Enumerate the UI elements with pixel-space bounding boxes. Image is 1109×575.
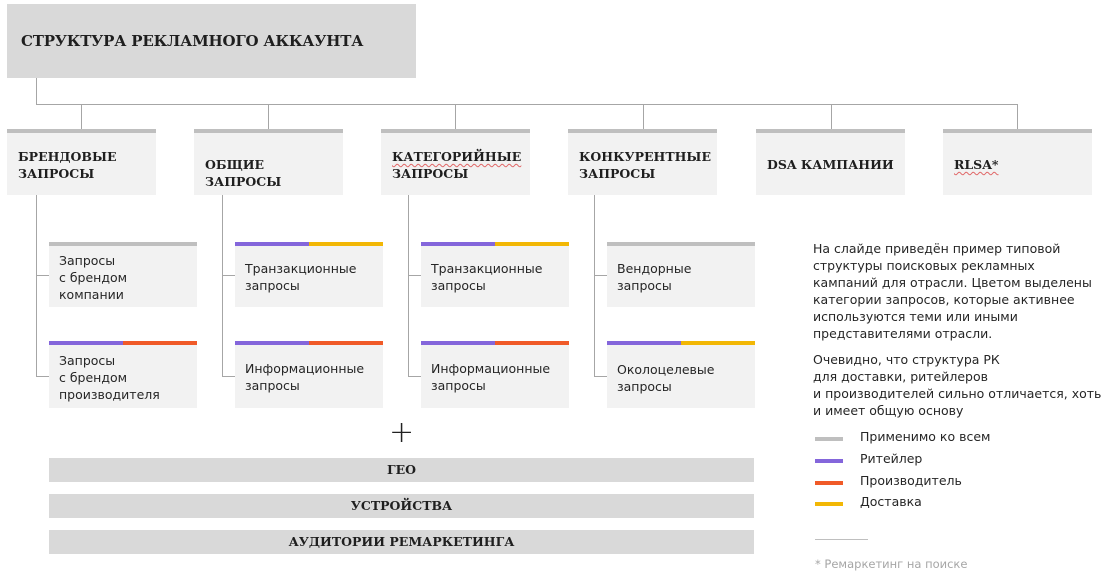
category-bar-retailer — [607, 341, 681, 345]
note-paragraph-1 — [813, 240, 1103, 342]
note-line: На слайде приведён пример типовой — [813, 241, 1061, 256]
column-head-line: БРЕНДОВЫЕ — [18, 149, 117, 164]
connector-title-down — [36, 78, 37, 105]
query-card — [49, 242, 197, 307]
legend-label: Ритейлер — [860, 451, 923, 466]
note-line: структуры поисковых рекламных — [813, 258, 1035, 273]
category-bar-all — [607, 242, 755, 246]
card-line: Запросы — [59, 253, 116, 268]
card-line: Информационные — [245, 361, 365, 376]
query-card — [235, 242, 383, 307]
legend-label: Доставка — [860, 494, 922, 509]
query-card — [421, 242, 569, 307]
connector-col-3 — [455, 104, 456, 129]
column-head-line: КАТЕГОРИЙНЫЕ — [392, 149, 522, 164]
column-head-line: ОБЩИЕ ЗАПРОСЫ — [205, 157, 282, 189]
category-bar-retailer — [49, 341, 123, 345]
card-line: Запросы — [59, 353, 116, 368]
card-line: запросы — [245, 278, 300, 293]
connector-col-1 — [81, 104, 82, 129]
column-head-line: RLSA* — [954, 157, 999, 172]
note-line: представителями отрасли. — [813, 326, 993, 341]
category-bar-manufacturer — [309, 341, 383, 345]
card-line: запросы — [245, 378, 300, 393]
connector-col-5 — [831, 104, 832, 129]
card-line: запросы — [431, 378, 486, 393]
card-line: Транзакционные — [245, 261, 357, 276]
card-line: Информационные — [431, 361, 551, 376]
branch-competitor-h1 — [594, 275, 607, 276]
branch-category-vertical — [408, 195, 409, 376]
note-line: и имеет общую основу — [813, 403, 964, 418]
card-line: запросы — [431, 278, 486, 293]
strip-devices: УСТРОЙСТВА — [49, 494, 754, 518]
plus-sign: + — [389, 415, 415, 450]
card-line: Транзакционные — [431, 261, 543, 276]
note-paragraph-2 — [813, 351, 1103, 419]
legend-label: Производитель — [860, 473, 962, 488]
card-line: с брендом — [59, 370, 128, 385]
branch-competitor-h2 — [594, 376, 607, 377]
branch-competitor-vertical — [594, 195, 595, 376]
column-head-line: ЗАПРОСЫ — [18, 166, 95, 181]
column-head-rlsa — [943, 129, 1092, 195]
card-line: производителя — [59, 387, 160, 402]
connector-horizontal — [36, 104, 1018, 105]
category-bar-retailer — [421, 341, 495, 345]
legend-swatch — [815, 437, 843, 441]
category-bar-retailer — [235, 341, 309, 345]
card-line: Околоцелевые — [617, 362, 715, 377]
category-bar-delivery — [681, 341, 755, 345]
branch-brand-h2 — [36, 376, 49, 377]
column-head-competitor — [568, 129, 717, 195]
branch-brand-vertical — [36, 195, 37, 376]
category-bar-retailer — [235, 242, 309, 246]
strip-remarketing-audiences: АУДИТОРИИ РЕМАРКЕТИНГА — [49, 530, 754, 554]
note-line: категории запросов, которые активнее — [813, 292, 1075, 307]
column-head-brand — [7, 129, 156, 195]
branch-brand-h1 — [36, 275, 49, 276]
connector-col-4 — [643, 104, 644, 129]
footnote: * Ремаркетинг на поиске — [815, 557, 968, 571]
card-line: Вендорные — [617, 261, 692, 276]
branch-category-h2 — [408, 376, 421, 377]
column-head-line: ЗАПРОСЫ — [579, 166, 656, 181]
note-line: для доставки, ритейлеров — [813, 369, 988, 384]
note-line: и производителей сильно отличается, хоть — [813, 386, 1102, 401]
category-bar-delivery — [495, 242, 569, 246]
card-line: запросы — [617, 278, 672, 293]
card-line: компании — [59, 287, 124, 302]
column-head-line: КОНКУРЕНТНЫЕ — [579, 149, 711, 164]
diagram-title: СТРУКТУРА РЕКЛАМНОГО АККАУНТА — [7, 4, 416, 78]
column-head-dsa — [756, 129, 905, 195]
connector-col-2 — [268, 104, 269, 129]
query-card — [49, 341, 197, 408]
query-card — [235, 341, 383, 408]
branch-general-vertical — [222, 195, 223, 376]
card-line: с брендом — [59, 270, 128, 285]
connector-col-6 — [1017, 104, 1018, 129]
legend-label: Применимо ко всем — [860, 429, 991, 444]
legend-swatch — [815, 502, 843, 506]
note-line: используются теми или иными — [813, 309, 1018, 324]
legend-swatch — [815, 459, 843, 463]
category-bar-manufacturer — [123, 341, 197, 345]
footnote-divider — [815, 539, 868, 540]
category-bar-retailer — [421, 242, 495, 246]
column-head-general — [194, 129, 343, 195]
branch-general-h1 — [222, 275, 235, 276]
query-card — [607, 242, 755, 307]
card-line: запросы — [617, 379, 672, 394]
column-head-line: ЗАПРОСЫ — [392, 166, 469, 181]
query-card — [607, 341, 755, 408]
category-bar-delivery — [309, 242, 383, 246]
branch-general-h2 — [222, 376, 235, 377]
branch-category-h1 — [408, 275, 421, 276]
category-bar-manufacturer — [495, 341, 569, 345]
category-bar-all — [49, 242, 197, 246]
column-head-category — [381, 129, 530, 195]
query-card — [421, 341, 569, 408]
column-head-line: DSA КАМПАНИИ — [767, 157, 894, 172]
note-line: Очевидно, что структура РК — [813, 352, 1000, 367]
strip-geo: ГЕО — [49, 458, 754, 482]
note-line: кампаний для отрасли. Цветом выделены — [813, 275, 1092, 290]
legend-swatch — [815, 481, 843, 485]
